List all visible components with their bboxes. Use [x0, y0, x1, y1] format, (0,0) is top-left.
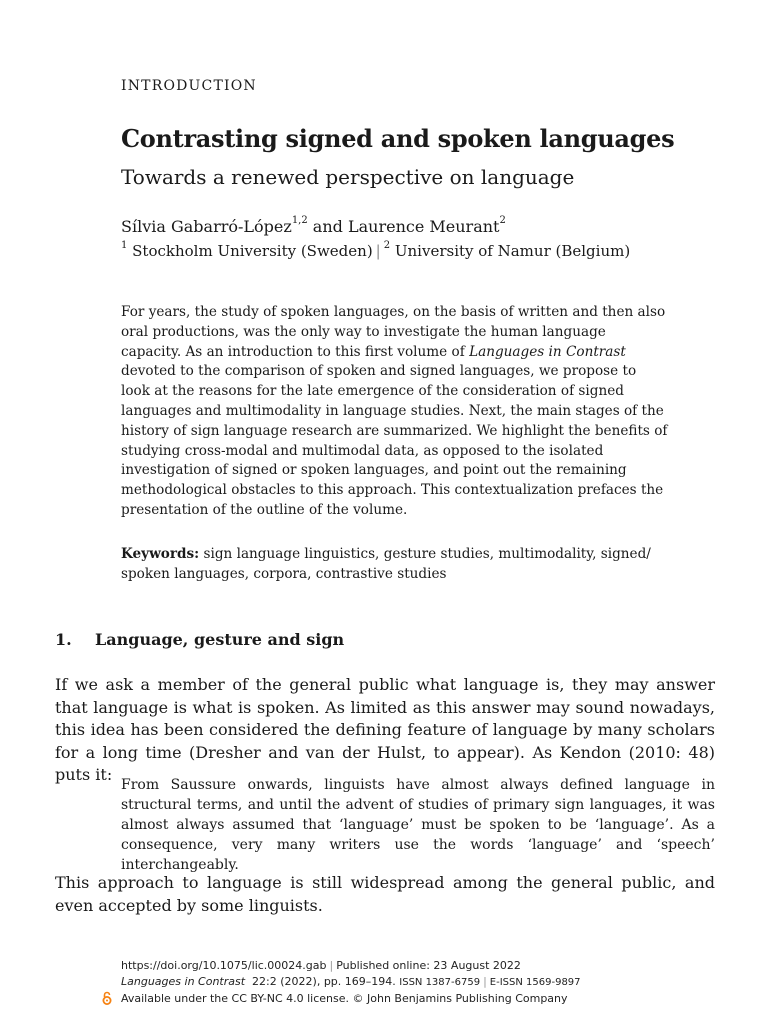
journal-volume: 22:2 (2022), pp. 169–194.: [252, 975, 396, 988]
section-title: Language, gesture and sign: [95, 630, 345, 649]
author-line: [121, 217, 506, 236]
section-label: INTRODUCTION: [121, 78, 257, 94]
footer-separator-2: |: [483, 975, 487, 988]
section-number: 1.: [55, 630, 72, 649]
eissn: E‑ISSN 1569-9897: [489, 977, 581, 988]
author-2-sup: 2: [499, 215, 506, 226]
journal-name: Languages in Contrast: [121, 975, 246, 988]
block-quote: From Saussure onwards, linguists have almost always defined language in structural terms, and until the advent of studies of primary sign languages, it was almost always assumed that ‘language’ must be spoken to be ‘language’. As a consequence, very many writers use the words ‘language’ and ‘speech’ interchangeably.: [121, 777, 715, 873]
keywords-text: sign language linguistics, gesture studies, multimodality, signed/ spoken languages, corpora, contrastive studies: [121, 546, 651, 582]
article-title: Contrasting signed and spoken languages: [121, 124, 675, 153]
abstract-text-1: For years, the study of spoken languages, on the basis of written and then also oral productions, was the only way to investigate the human language capacity. As an introduction to this first volume of: [121, 304, 666, 360]
open-access-icon: [101, 991, 113, 1005]
affiliations: [121, 242, 630, 260]
author-2: Laurence Meurant: [347, 217, 500, 236]
article-subtitle: Towards a renewed perspective on language: [121, 165, 575, 189]
affil-2-sup: 2: [383, 240, 391, 251]
abstract-journal-title: Languages in Contrast: [469, 343, 626, 360]
body-paragraph-2: This approach to language is still widespread among the general public, and even accepted by some linguists.: [55, 873, 715, 915]
abstract-text-2: devoted to the comparison of spoken and signed languages, we propose to look at the reasons for the late emergence of the consideration of signed languages and multimodality in language studies. Next, the main stages of the history of sign language research are summarized. We highlight the benefits of studying cross-modal and multimodal data, as opposed to the isolated investigation of signed or spoken languages, and point out the remaining methodological obstacles to this approach. This contextualization prefaces the presentation of the outline of the volume.: [121, 363, 668, 518]
author-1-sup: 1,2: [291, 215, 308, 226]
affil-1-sup: 1: [121, 240, 128, 251]
section-heading: [55, 630, 344, 649]
published-date: Published online: 23 August 2022: [336, 959, 521, 972]
affil-separator: |: [375, 242, 381, 260]
license-text: Available under the CC BY-NC 4.0 license. © John Benjamins Publishing Company: [121, 992, 568, 1005]
affil-1: Stockholm University (Sweden): [127, 242, 373, 260]
footer-line-2: [121, 974, 581, 991]
issn: ISSN 1387-6759: [399, 977, 481, 988]
affil-2: University of Namur (Belgium): [390, 242, 631, 260]
footer-separator: |: [329, 959, 334, 972]
author-1: Sílvia Gabarró-López: [121, 217, 292, 236]
footer-line-3: [121, 991, 581, 1007]
abstract: [121, 303, 669, 521]
footer-line-1: [121, 958, 581, 974]
body-paragraph-1: If we ask a member of the general public what language is, they may answer that language is what is spoken. As limited as this answer may sound nowadays, this idea has been considered the defining feature of language by many scholars for a long time (Dresher and van der Hulst, to appear). As Kendon (2010: 48) puts it:: [55, 675, 715, 784]
keywords: [121, 545, 681, 585]
doi-link[interactable]: https://doi.org/10.1075/lic.00024.gab: [121, 959, 327, 972]
footer: [121, 958, 581, 1007]
author-conjunction: and: [307, 217, 348, 236]
keywords-label: Keywords:: [121, 546, 200, 562]
